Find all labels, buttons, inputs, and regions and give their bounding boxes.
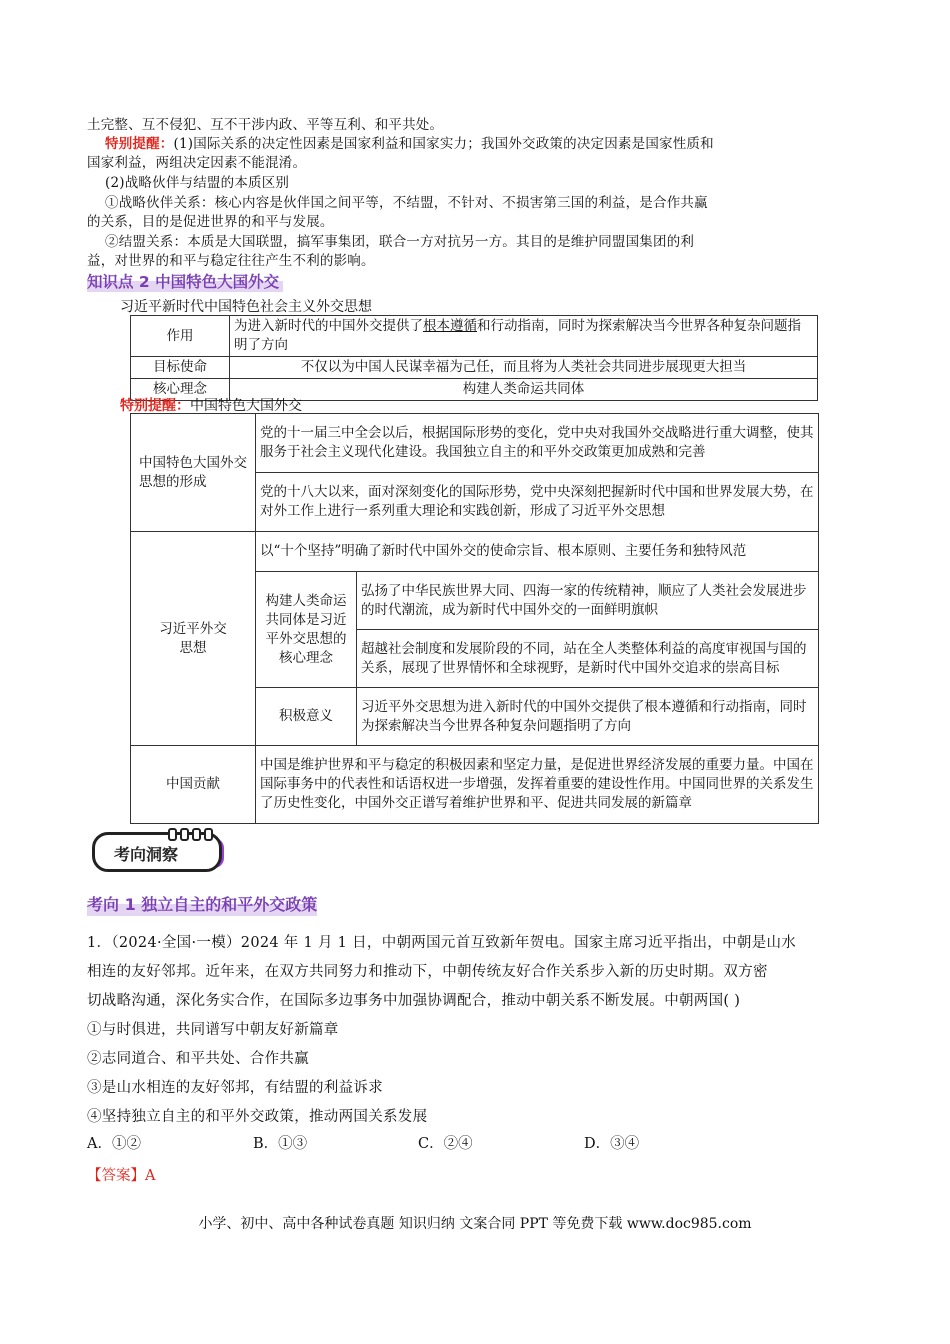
option-a: A．①② [87,1136,141,1152]
row-text-role: 为进入新时代的中国外交提供了根本遵循和行动指南，同时为探索解决当今世界各种复杂问题指明了方向 [230,316,818,357]
contribution-label: 中国贡献 [131,746,256,824]
binder-rings-icon [168,828,213,841]
reminder-2: (2)战略伙伴与结盟的本质区别 [105,175,290,191]
reminder-1: 特别提醒：(1)国际关系的决定性因素是国家利益和国家实力；我国外交政策的决定因素是国家性质和 [105,136,714,152]
formation-text-2: 党的十八大以来，面对深刻变化的国际形势，党中央深刻把握新时代中国和世界发展大势，在对外工作上进行一系列重大理论和实践创新，形成了习近平外交思想 [256,473,819,532]
statement-3: ③是山水相连的友好邻邦，有结盟的利益诉求 [87,1080,383,1096]
partner-text: ①战略伙伴关系：核心内容是伙伴国之间平等，不结盟，不针对、不损害第三国的利益，是合作共赢 [105,195,708,211]
formation-text-1: 党的十一届三中全会以后，根据国际形势的变化，党中央对我国外交战略进行重大调整，使其服务于社会主义现代化建设。我国独立自主的和平外交政策更加成熟和完善 [256,414,819,473]
banner-label: 考向洞察 [114,845,179,864]
significance-label: 积极意义 [256,688,357,746]
answer: 【答案】A [87,1168,156,1184]
row-text-core: 构建人类命运共同体 [230,379,818,401]
row-label-role: 作用 [131,316,230,357]
statement-1: ①与时俱进，共同谱写中朝友好新篇章 [87,1022,339,1038]
statement-4: ④坚持独立自主的和平外交政策，推动两国关系发展 [87,1109,428,1125]
reminder-heading: 特别提醒：中国特色大国外交 [120,398,302,414]
xi-thought-intro: 以“十个坚持”明确了新时代中国外交的使命宗旨、根本原则、主要任务和独特风范 [256,532,819,572]
significance-text: 习近平外交思想为进入新时代的中国外交提供了根本遵循和行动指南，同时为探索解决当今世界各种复杂问题指明了方向 [357,688,819,746]
reminder-label: 特别提醒： [105,136,174,152]
footer-text: 小学、初中、高中各种试卷真题 知识归纳 文案合同 PPT 等免费下载 www.doc985.com [198,1216,752,1232]
alliance-text: ②结盟关系：本质是大国联盟，搞军事集团，联合一方对抗另一方。其目的是维护同盟国集团的利 [105,234,695,250]
alliance-text-cont: 益，对世界的和平与稳定往往产生不利的影响。 [87,253,375,269]
question-line: 切战略沟通，深化务实合作，在国际多边事务中加强协调配合，推动中朝关系不断发展。中朝两国( ) [87,993,741,1009]
knowledge-point-title: 知识点 2 中国特色大国外交 [87,272,283,292]
diplomacy-thought-table [130,315,818,401]
question-line: 1．（2024·全国·一模）2024 年 1 月 1 日，中朝两国元首互致新年贺电。国家主席习近平指出，中朝是山水 [87,935,797,951]
option-c: C．②④ [418,1136,473,1152]
xi-thought-label: 习近平外交思想 [131,532,256,746]
core-concept-label: 构建人类命运共同体是习近平外交思想的核心理念 [256,572,357,688]
major-country-diplomacy-table [130,413,819,824]
partner-text-cont: 的关系，目的是促进世界的和平与发展。 [87,214,334,230]
row-text-mission: 不仅以为中国人民谋幸福为己任，而且将为人类社会共同进步展现更大担当 [230,357,818,379]
formation-label: 中国特色大国外交思想的形成 [131,414,256,532]
question-line: 相连的友好邻邦。近年来，在双方共同努力和推动下，中朝传统友好合作关系步入新的历史时期。双方密 [87,964,768,980]
intro-line: 土完整、互不侵犯、互不干涉内政、平等互利、和平共处。 [87,117,444,133]
core-concept-text-1: 弘扬了中华民族世界大同、四海一家的传统精神，顺应了人类社会发展进步的时代潮流，成为新时代中国外交的一面鲜明旗帜 [357,572,819,630]
reminder-1-cont: 国家利益，两组决定因素不能混淆。 [87,155,307,171]
statement-2: ②志同道合、和平共处、合作共赢 [87,1051,309,1067]
section-title: 考向 1 独立自主的和平外交政策 [87,895,318,914]
row-label-core: 核心理念 [131,379,230,401]
row-label-mission: 目标使命 [131,357,230,379]
option-b: B．①③ [253,1136,308,1152]
core-concept-text-2: 超越社会制度和发展阶段的不同，站在全人类整体利益的高度审视国与国的关系，展现了世界情怀和全球视野，是新时代中国外交追求的崇高目标 [357,630,819,688]
exam-insight-banner [92,828,226,874]
option-d: D．③④ [584,1136,640,1152]
contribution-text: 中国是维护世界和平与稳定的积极因素和坚定力量，是促进世界经济发展的重要力量。中国在国际事务中的代表性和话语权进一步增强，发挥着重要的建设性作用。中国同世界的关系发生了历史性变化，中国外交正谱写着维护世界和平、促进共同发展的新篇章 [256,746,819,824]
kp-subtitle: 习近平新时代中国特色社会主义外交思想 [120,299,372,315]
